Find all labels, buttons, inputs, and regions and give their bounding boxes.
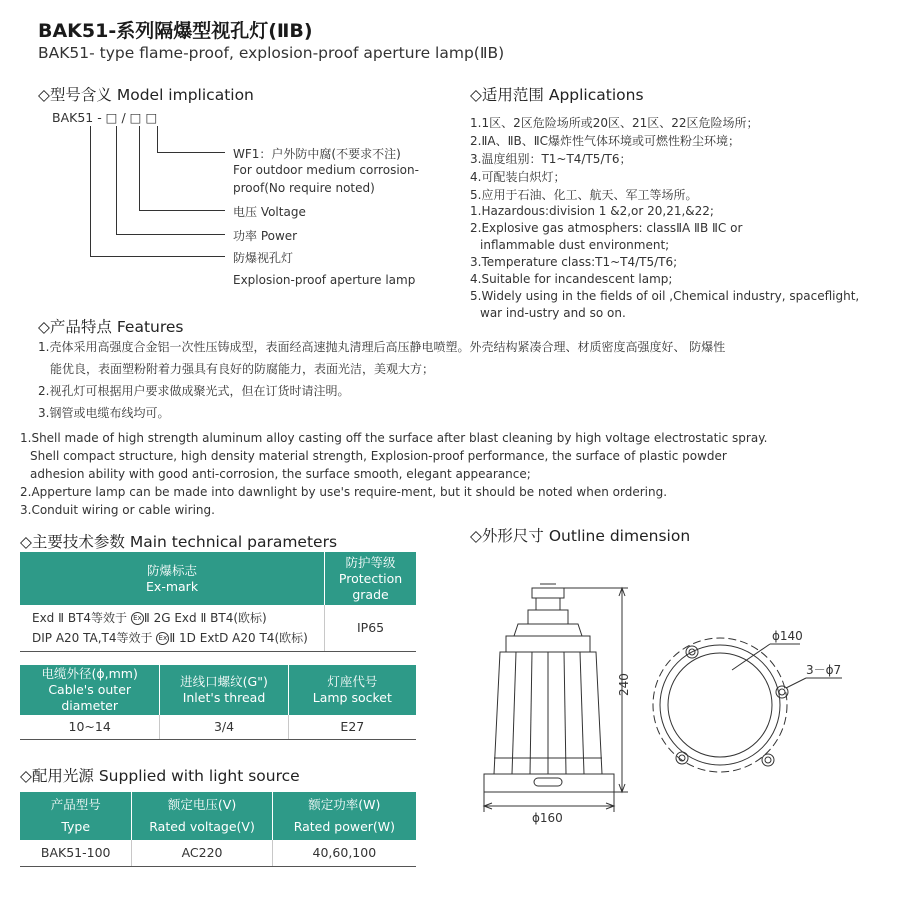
type-header xyxy=(20,792,132,840)
model-code: BAK51 - □ / □ □ xyxy=(52,110,158,125)
cable-header-cn: 电缆外径(ϕ,mm) xyxy=(41,666,138,681)
cable-header xyxy=(20,665,160,715)
model-item-power: 功率 Power xyxy=(233,229,298,243)
voltage-value: AC220 xyxy=(132,840,272,866)
features-heading: ◇产品特点 Features xyxy=(38,318,184,336)
lamp-top-view xyxy=(653,638,842,772)
protection-header-cn: 防护等级 xyxy=(345,554,396,570)
ex-mark-line2-a: DIP A20 TA,T4等效于 xyxy=(32,630,157,645)
voltage-header-cn: 额定电压(V) xyxy=(167,797,237,812)
application-line: 2.ⅡA、ⅡB、ⅡC爆炸性气体环境或可燃性粉尘环境； xyxy=(470,134,740,148)
application-line: 4.Suitable for incandescent lamp; xyxy=(470,272,673,286)
socket-header xyxy=(288,665,416,715)
ex-mark-table xyxy=(20,552,416,652)
thread-header-en: Inlet's thread xyxy=(182,690,266,705)
power-header xyxy=(272,792,416,840)
feature-line-cn: 3.钢管或电缆布线均可。 xyxy=(38,406,170,420)
feature-line-cn: 能优良，表面塑粉附着力强具有良好的防腐能力，表面光洁，美观大方； xyxy=(50,362,435,376)
lamp-side-view xyxy=(484,584,628,812)
type-header-cn: 产品型号 xyxy=(50,797,101,812)
ex-mark-line1-b: Ⅱ 2G Exd Ⅱ BT4(欧标) xyxy=(143,610,267,625)
application-line: 3.Temperature class:T1~T4/T5/T6; xyxy=(470,255,678,269)
outline-drawing xyxy=(470,560,870,830)
application-line: 1.Hazardous:division 1 &2,or 20,21,&22; xyxy=(470,204,714,218)
model-heading: ◇型号含义 Model implication xyxy=(38,86,254,104)
socket-header-cn: 灯座代号 xyxy=(327,674,378,689)
feature-line-en: adhesion ability with good anti-corrosion, the surface smooth, elegant appearance; xyxy=(30,467,531,481)
ex-mark-header-cn: 防爆标志 xyxy=(147,562,198,578)
application-line: 5.应用于石油、化工、航天、军工等场所。 xyxy=(470,188,698,202)
ex-mark-line2-b: Ⅱ 1D ExtD A20 T4(欧标) xyxy=(169,630,308,645)
dim-circle-label: ϕ140 xyxy=(772,629,803,643)
protection-header xyxy=(325,552,416,605)
type-header-en: Type xyxy=(61,819,91,834)
application-line: war ind-ustry and so on. xyxy=(480,306,626,320)
socket-value: E27 xyxy=(288,715,416,739)
model-item-wf1-en1: For outdoor medium corrosion- xyxy=(233,163,419,177)
application-line: inflammable dust environment; xyxy=(480,238,670,252)
application-line: 4.可配装白炽灯； xyxy=(470,170,566,184)
protection-header-en1: Protection xyxy=(338,570,403,586)
voltage-header-en: Rated voltage(V) xyxy=(149,819,255,834)
cable-header-en1: Cable's outer xyxy=(48,682,132,697)
ex-mark-header xyxy=(20,552,325,605)
cable-header-en2: diameter xyxy=(61,698,118,713)
protection-header-en2: grade xyxy=(352,586,389,602)
tech-heading: ◇主要技术参数 Main technical parameters xyxy=(20,533,338,551)
supply-heading: ◇配用光源 Supplied with light source xyxy=(20,767,300,785)
type-value: BAK51-100 xyxy=(20,840,132,866)
application-line: 3.温度组别：T1~T4/T5/T6； xyxy=(470,152,632,166)
feature-line-cn: 1.壳体采用高强度合金铝一次性压铸成型，表面经高速抛丸清理后高压静电喷塑。外壳结构紧凑合理、材质密度高强度好、 防爆性 xyxy=(38,340,726,354)
ex-symbol: Ex xyxy=(131,612,144,625)
power-header-cn: 额定功率(W) xyxy=(308,797,381,812)
supply-table xyxy=(20,792,416,867)
model-item-lamp-cn: 防爆视孔灯 xyxy=(233,251,294,265)
application-line: 2.Explosive gas atmosphers: classⅡA ⅡB ⅡC or xyxy=(470,221,743,235)
feature-line-en: 2.Apperture lamp can be made into dawnlight by use's require-ment, but it should be noted when ordering. xyxy=(20,485,668,499)
outline-heading: ◇外形尺寸 Outline dimension xyxy=(470,527,691,545)
model-item-wf1-en2: proof(No require noted) xyxy=(233,181,375,195)
ip-value: IP65 xyxy=(325,605,416,651)
power-value: 40,60,100 xyxy=(272,840,416,866)
application-line: 1.1区、2区危险场所或20区、21区、22区危险场所； xyxy=(470,116,759,130)
ex-symbol: Ex xyxy=(156,632,169,645)
ex-mark-value xyxy=(20,605,325,651)
application-line: 5.Widely using in the fields of oil ,Chemical industry, spaceflight, xyxy=(470,289,860,303)
dim-height-label: 240 xyxy=(617,673,631,696)
feature-line-en: 1.Shell made of high strength aluminum alloy casting off the surface after blast cleaning by high voltage electrostatic spray. xyxy=(20,431,768,445)
feature-line-en: Shell compact structure, high density material strength, Explosion-proof performance, the surface of plastic powder xyxy=(30,449,727,463)
ex-mark-line1-a: Exd Ⅱ BT4等效于 xyxy=(32,610,131,625)
cable-value: 10~14 xyxy=(20,715,160,739)
ex-mark-header-en: Ex-mark xyxy=(146,578,199,594)
dim-width-label: ϕ160 xyxy=(532,811,563,825)
page-subtitle: BAK51- type flame-proof, explosion-proof aperture lamp(ⅡB) xyxy=(38,44,505,62)
page-title: BAK51-系列隔爆型视孔灯(ⅡB) xyxy=(38,20,313,42)
dim-holes-label: 3－ϕ7 xyxy=(806,663,842,677)
model-item-voltage: 电压 Voltage xyxy=(233,205,306,219)
model-item-wf1: WF1：户外防中腐(不要求不注) xyxy=(233,147,401,161)
thread-value: 3/4 xyxy=(160,715,288,739)
cable-table xyxy=(20,665,416,740)
socket-header-en: Lamp socket xyxy=(312,690,392,705)
voltage-header xyxy=(132,792,272,840)
power-header-en: Rated power(W) xyxy=(293,819,396,834)
feature-line-cn: 2.视孔灯可根据用户要求做成聚光式，但在订货时请注明。 xyxy=(38,384,350,398)
thread-header xyxy=(160,665,288,715)
feature-line-en: 3.Conduit wiring or cable wiring. xyxy=(20,503,215,517)
thread-header-cn: 进线口螺纹(G") xyxy=(180,674,268,689)
model-item-lamp-en: Explosion-proof aperture lamp xyxy=(233,273,416,287)
applications-heading: ◇适用范围 Applications xyxy=(470,86,644,104)
